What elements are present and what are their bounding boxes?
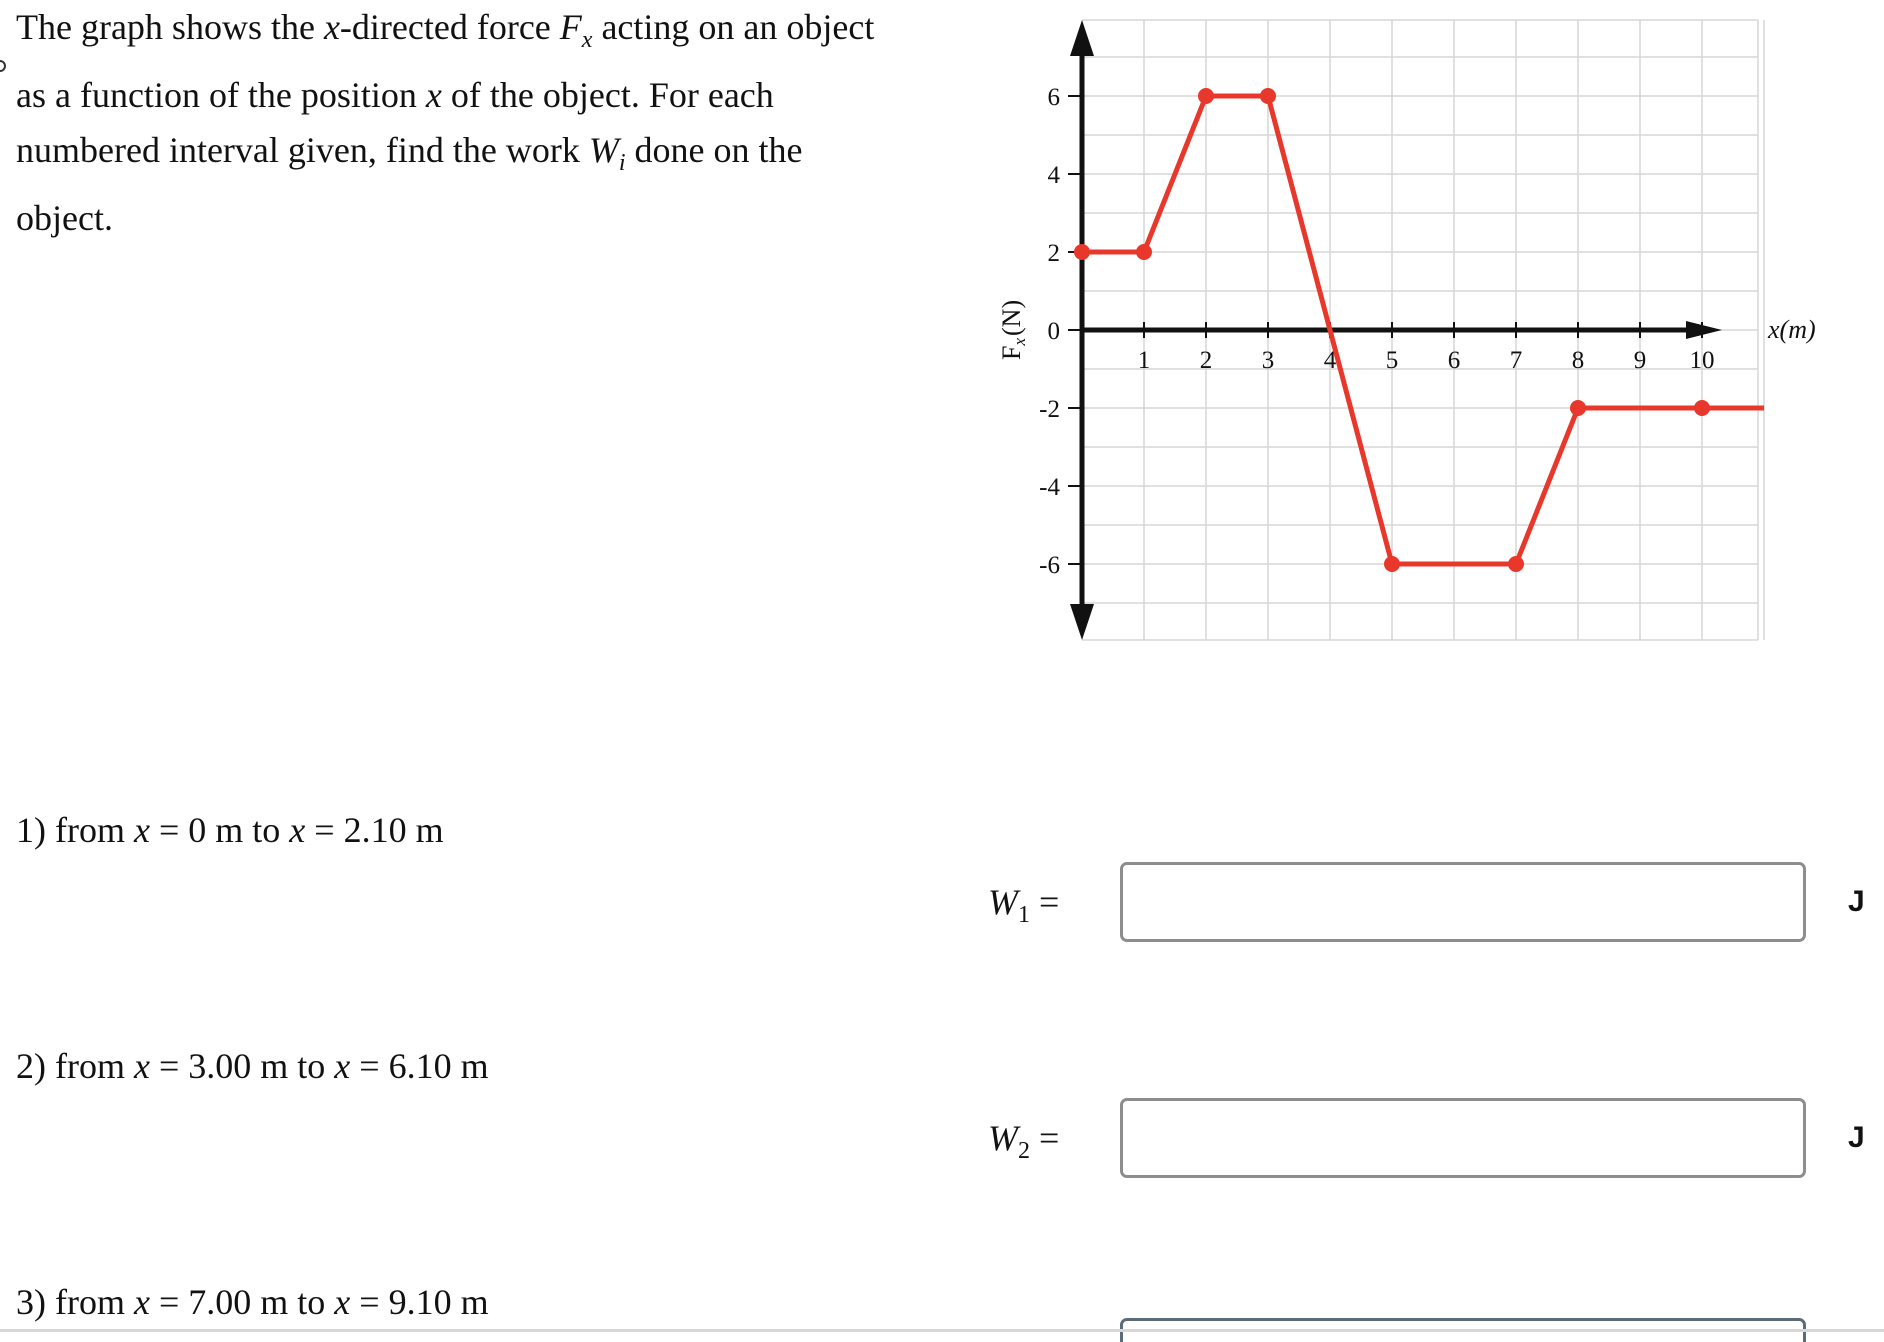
question-1-equals-2: = bbox=[305, 810, 344, 850]
force-data-point bbox=[1384, 556, 1400, 572]
work-2-input[interactable] bbox=[1120, 1098, 1806, 1178]
work-2-symbol: W bbox=[988, 1118, 1018, 1158]
force-data-point bbox=[1694, 400, 1710, 416]
question-1-var-x-end: x bbox=[289, 810, 306, 850]
y-tick-label: -2 bbox=[1039, 396, 1060, 423]
x-tick-label: 4 bbox=[1323, 347, 1337, 374]
x-tick-label: 5 bbox=[1385, 347, 1399, 374]
y-axis-title-unit: (N) bbox=[997, 299, 1026, 336]
y-tick-label: 2 bbox=[1047, 240, 1060, 267]
prompt-var-F-sub: x bbox=[581, 27, 593, 53]
y-tick-label: 6 bbox=[1047, 84, 1060, 111]
question-1-from-value: 0 m bbox=[188, 810, 244, 850]
x-tick-label: 7 bbox=[1509, 347, 1523, 374]
prompt-var-W: W bbox=[588, 130, 619, 170]
question-2-to-word: to bbox=[288, 1046, 335, 1086]
question-2 bbox=[16, 1044, 489, 1088]
prompt-var-W-sub: i bbox=[618, 150, 626, 176]
chart-axes bbox=[1070, 20, 1722, 640]
force-data-point bbox=[1508, 556, 1524, 572]
work-2-unit: J bbox=[1848, 1121, 1865, 1154]
work-1-equals: = bbox=[1030, 882, 1060, 922]
y-axis-title-main: F bbox=[997, 345, 1026, 360]
x-axis-title: x(m) bbox=[1768, 315, 1816, 344]
y-axis-arrowhead-down bbox=[1070, 604, 1094, 640]
work-1-symbol: W bbox=[988, 882, 1018, 922]
question-1-to-value: 2.10 m bbox=[343, 810, 444, 850]
y-axis-arrowhead-up bbox=[1070, 20, 1094, 56]
question-3 bbox=[16, 1280, 489, 1324]
x-tick-label: 1 bbox=[1137, 347, 1151, 374]
x-axis-arrowhead bbox=[1686, 321, 1722, 339]
question-3-number: 3) from bbox=[16, 1282, 134, 1322]
question-2-to-value: 6.10 m bbox=[388, 1046, 489, 1086]
y-tick-label: -6 bbox=[1039, 552, 1060, 579]
y-tick-label: 4 bbox=[1047, 162, 1060, 189]
x-tick-label: 6 bbox=[1447, 347, 1461, 374]
work-2-label bbox=[988, 1116, 1059, 1173]
y-tick-label: -4 bbox=[1039, 474, 1060, 501]
x-tick-label: 3 bbox=[1261, 347, 1275, 374]
question-2-var-x-end: x bbox=[334, 1046, 351, 1086]
question-3-var-x-end: x bbox=[334, 1282, 351, 1322]
question-1-to-word: to bbox=[243, 810, 290, 850]
question-3-var-x-start: x bbox=[133, 1282, 150, 1322]
question-1-number: 1) from bbox=[16, 810, 134, 850]
prompt-var-x2: x bbox=[425, 75, 442, 115]
y-axis-title-sub: x bbox=[1010, 337, 1029, 346]
work-1-subscript: 1 bbox=[1018, 902, 1030, 928]
x-tick-label: 8 bbox=[1571, 347, 1585, 374]
question-1-equals-1: = bbox=[149, 810, 189, 850]
prompt-text-2: -directed force bbox=[339, 7, 560, 47]
prompt-var-F: F bbox=[559, 7, 582, 47]
work-1-unit: J bbox=[1848, 885, 1865, 918]
question-2-from-value: 3.00 m bbox=[188, 1046, 289, 1086]
question-2-var-x-start: x bbox=[133, 1046, 150, 1086]
question-3-from-value: 7.00 m bbox=[188, 1282, 289, 1322]
prompt-text-1: The graph shows the bbox=[16, 7, 324, 47]
edge-indicator bbox=[0, 60, 6, 72]
work-1-label bbox=[988, 880, 1059, 937]
prompt-text-3: acting on an object as a function of the position bbox=[16, 7, 875, 115]
work-2-subscript: 2 bbox=[1018, 1138, 1030, 1164]
force-data-point bbox=[1074, 244, 1090, 260]
force-position-chart bbox=[970, 0, 1870, 660]
question-3-to-value: 9.10 m bbox=[388, 1282, 489, 1322]
question-2-number: 2) from bbox=[16, 1046, 134, 1086]
prompt-text-5: done on the object. bbox=[16, 130, 803, 238]
force-data-point bbox=[1136, 244, 1152, 260]
question-3-equals-1: = bbox=[149, 1282, 189, 1322]
question-1-var-x-start: x bbox=[133, 810, 150, 850]
force-data-point bbox=[1260, 88, 1276, 104]
x-tick-label: 10 bbox=[1689, 347, 1715, 374]
question-3-to-word: to bbox=[288, 1282, 335, 1322]
force-data-point bbox=[1198, 88, 1214, 104]
question-2-equals-1: = bbox=[149, 1046, 189, 1086]
y-tick-label: 0 bbox=[1047, 318, 1060, 345]
force-data-point bbox=[1570, 400, 1586, 416]
svg-text:Fx(N) bbox=[997, 300, 1029, 360]
x-tick-label: 2 bbox=[1199, 347, 1213, 374]
question-3-equals-2: = bbox=[350, 1282, 389, 1322]
question-1 bbox=[16, 808, 444, 852]
work-2-equals: = bbox=[1030, 1118, 1060, 1158]
prompt-var-x: x bbox=[323, 7, 340, 47]
y-axis-title bbox=[997, 300, 1029, 360]
work-1-input[interactable] bbox=[1120, 862, 1806, 942]
question-2-equals-2: = bbox=[350, 1046, 389, 1086]
problem-statement bbox=[16, 0, 906, 246]
prompt-text-4: of the object. For each numbered interval given, find the work bbox=[16, 75, 774, 170]
x-tick-label: 9 bbox=[1633, 347, 1647, 374]
